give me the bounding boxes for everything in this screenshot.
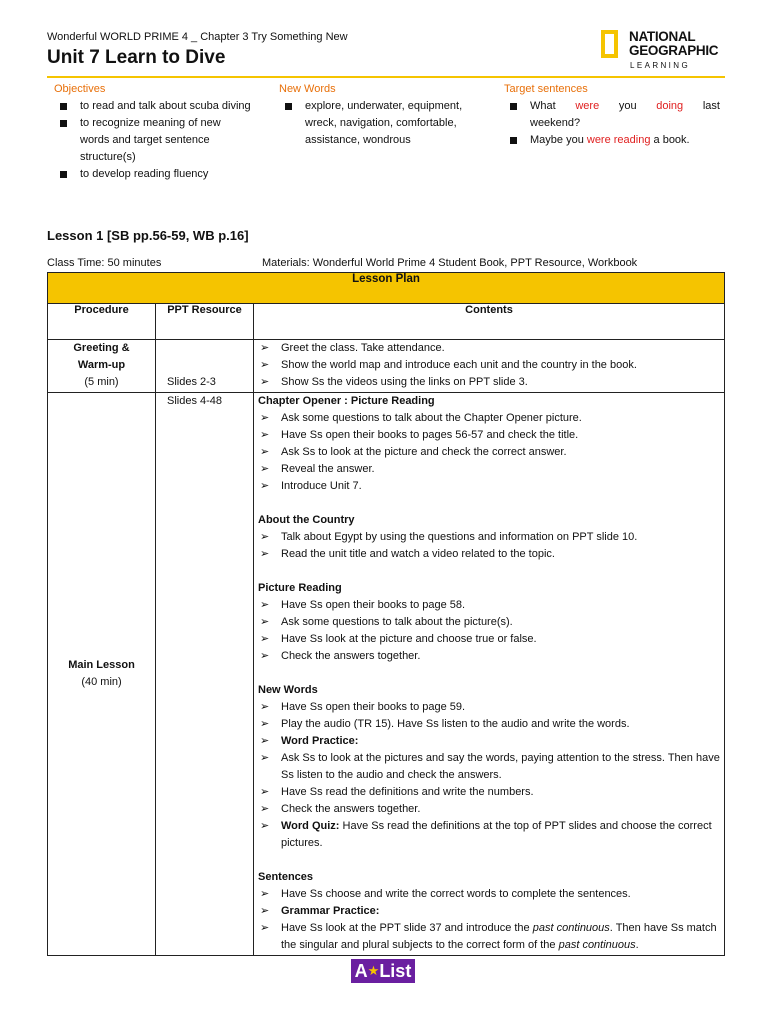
column-header-contents: Contents: [254, 304, 725, 340]
class-time: Class Time: 50 minutes: [47, 257, 162, 269]
logo-line-3: LEARNING: [630, 61, 691, 70]
list-item: What were you doing last weekend?: [504, 98, 724, 132]
logo-line-2: GEOGRAPHIC: [629, 43, 719, 58]
lesson-plan-table: [47, 272, 725, 956]
objectives-heading: Objectives: [54, 83, 106, 95]
target-sentences-section: [504, 81, 724, 149]
header-divider: [47, 76, 725, 78]
procedure-cell: Greeting & Warm-up (5 min): [48, 340, 156, 393]
table-row: [48, 393, 725, 956]
target-sentences-heading: Target sentences: [504, 83, 588, 95]
contents-cell: Chapter Opener : Picture Reading ➢ Ask some questions to talk about the Chapter Opener picture. ➢ Have Ss open their books to pages 56-57 and check the title. ➢ Ask Ss to look at the picture and check the correct answer. ➢ Reveal the answer. ➢ Introduce Unit 7. About the Country ➢ Talk about Egypt by using the questions and information on PPT slide 10. ➢ Read the unit title and watch a video related to the topic. Picture Reading ➢ Have Ss open their books to page 58. ➢ Ask some questions to talk about the picture(s). ➢ Have Ss look at the picture and choose true or false. ➢ Check the answers together. New Words ➢ Have Ss open their books to page 59. ➢ Play the audio (TR 15). Have Ss listen to the audio and write the words. ➢ Word Practice: ➢ Ask Ss to look at the pictures and say the words, paying attention to the stress. Then have Ss listen to the audio and check the answers. ➢ Have Ss read the definitions and write the numbers. ➢ Check the answers together. ➢ Word Quiz: Have Ss read the definitions at the top of PPT slides and choose the correct pictures. Sentences ➢ Have Ss choose and write the correct words to complete the sentences. ➢ Grammar Practice: ➢ Have Ss look at the PPT slide 37 and introduce the past continuous. Then have Ss match the singular and plural subjects to the correct form of the past continuous.: [254, 393, 725, 956]
procedure-cell: Main Lesson (40 min): [48, 393, 156, 956]
materials: Materials: Wonderful World Prime 4 Student Book, PPT Resource, Workbook: [262, 257, 638, 269]
lesson-title: Lesson 1 [SB pp.56-59, WB p.16]: [47, 228, 249, 243]
list-item: to recognize meaning of new words and target sentence structure(s): [54, 115, 250, 166]
list-item: to read and talk about scuba diving: [54, 98, 274, 115]
ppt-cell: Slides 4-48: [156, 393, 254, 956]
list-item: Maybe you were reading a book.: [504, 132, 724, 149]
list-item: to develop reading fluency: [54, 166, 274, 183]
column-header-procedure: Procedure: [48, 304, 156, 340]
bullet-square-icon: [510, 137, 517, 144]
list-item: explore, underwater, equipment, wreck, navigation, comfortable, assistance, wondrous: [279, 98, 489, 149]
yellow-frame-icon: [601, 30, 618, 58]
objectives-section: [54, 81, 274, 183]
header-subtitle: Wonderful WORLD PRIME 4 _ Chapter 3 Try Something New: [47, 31, 348, 43]
star-icon: ★: [367, 963, 380, 978]
new-words-heading: New Words: [279, 83, 336, 95]
new-words-section: [279, 81, 489, 149]
ppt-cell: Slides 2-3: [156, 340, 254, 393]
table-row: [48, 340, 725, 393]
a-list-logo: A★List: [351, 959, 415, 983]
bullet-square-icon: [285, 103, 292, 110]
national-geographic-logo: [601, 28, 726, 74]
bullet-square-icon: [60, 171, 67, 178]
bullet-square-icon: [60, 120, 67, 127]
logo-line-1: NATIONAL: [629, 29, 696, 44]
page-title: Unit 7 Learn to Dive: [47, 47, 226, 68]
lesson-plan-heading: Lesson Plan: [48, 273, 725, 304]
bullet-square-icon: [60, 103, 67, 110]
bullet-square-icon: [510, 103, 517, 110]
contents-cell: ➢ Greet the class. Take attendance. ➢ Show the world map and introduce each unit and the country in the book. ➢ Show Ss the videos using the links on PPT slide 3.: [254, 340, 725, 393]
column-header-ppt: PPT Resource: [156, 304, 254, 340]
